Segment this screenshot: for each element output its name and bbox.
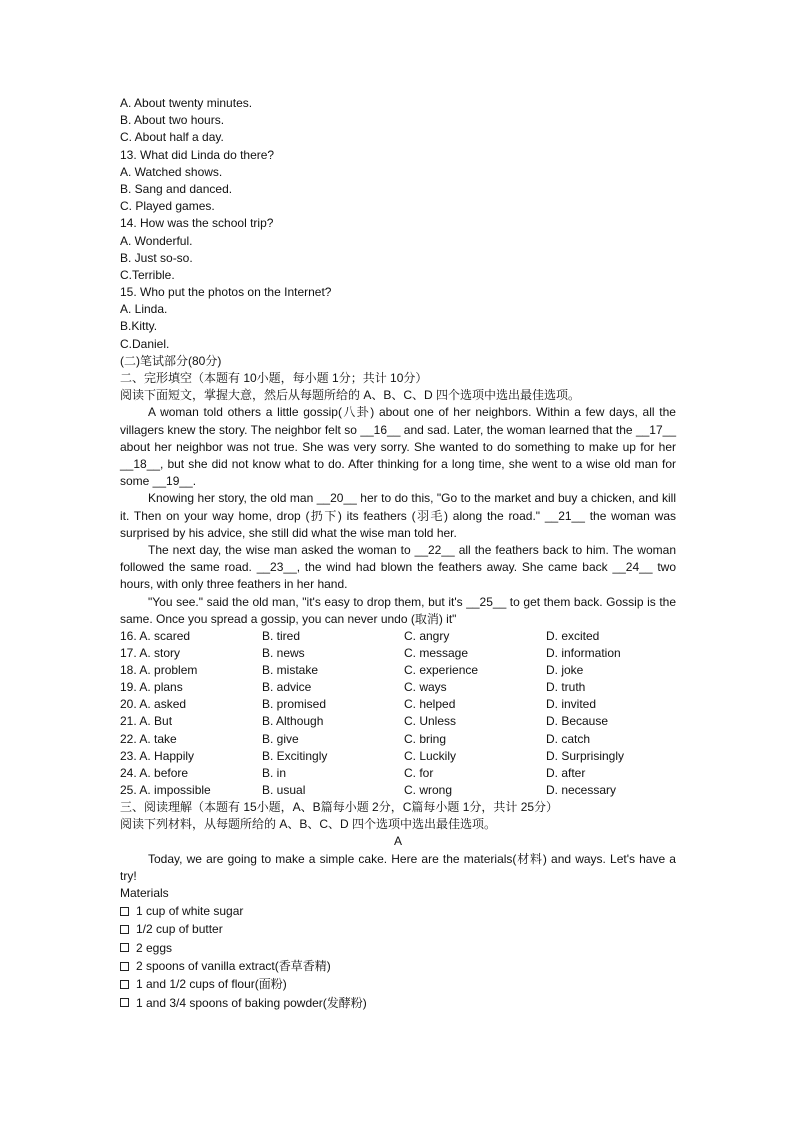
cloze-paragraph: The next day, the wise man asked the woman to __22__ all the feathers back to him. The woman followed the same road. __23__, the wind had blown the feathers away. She came back __24__ two hours, with only three feathers in her hand. [120,543,676,592]
option-c: C. wrong [404,782,453,797]
option-text: A. Wonderful. [120,233,193,248]
cloze-paragraph: A woman told others a little gossip(八卦) about one of her neighbors. Within a few days, all the villagers knew the story. The neighbor felt so __16__ and sad. Later, the woman learned that the __17__ about her neighbor was not true. She was very sorry. She wanted to do something to make up for her __18__, but she did not know what to do. After thinking for a long time, she went to a wise old man for some __19__. [120,405,676,489]
option-text: B. About two hours. [120,113,225,128]
option-c: C. helped [404,697,456,712]
option-a: 17. A. story [120,646,181,661]
cloze-option-row [120,731,676,748]
cloze-option-row [120,748,676,765]
reading-instruction: 阅读下列材料，从每题所给的 A、B、C、D 四个选项中选出最佳选项。 [120,817,497,832]
question-text: 14. How was the school trip? [120,216,274,231]
cloze-option-row [120,782,676,799]
question-text: 15. Who put the photos on the Internet? [120,285,332,300]
option-c: C. Luckily [404,748,457,763]
exam-page [120,95,676,1012]
checkbox-icon [120,998,129,1007]
option-c: C. angry [404,629,450,644]
materials-title: Materials [120,885,169,900]
option-a: 22. A. take [120,731,177,746]
passage-intro: Today, we are going to make a simple cake. Here are the materials(材料) and ways. Let's have a try! [120,851,676,883]
option-d: D. truth [546,680,586,695]
option-b: B. Although [262,714,324,729]
cloze-option-row [120,679,676,696]
cloze-paragraph: "You see." said the old man, "it's easy to drop them, but it's __25__ to get them back. Gossip is the same. Once you spread a gossip, you can never undo (取消) it" [120,594,676,626]
option-c: C. experience [404,663,479,678]
cloze-instruction: 阅读下面短文，掌握大意，然后从每题所给的 A、B、C、D 四个选项中选出最佳选项。 [120,388,581,403]
option-a: 16. A. scared [120,629,191,644]
option-d: D. catch [546,731,591,746]
option-text: B. Sang and danced. [120,181,233,196]
option-d: D. after [546,765,586,780]
material-item [120,939,676,957]
option-text: A. Watched shows. [120,164,223,179]
option-b: B. advice [262,680,312,695]
option-a: 23. A. Happily [120,748,195,763]
option-a: 19. A. plans [120,680,183,695]
option-a: 18. A. problem [120,663,198,678]
material-item [120,975,676,993]
checkbox-icon [120,925,129,934]
material-text: 2 eggs [136,940,173,955]
option-c: C. ways [404,680,447,695]
cloze-option-row [120,765,676,782]
option-b: B. tired [262,629,301,644]
option-a: 25. A. impossible [120,782,211,797]
checkbox-icon [120,907,129,916]
material-item [120,994,676,1012]
option-c: C. bring [404,731,447,746]
material-text: 1 cup of white sugar [136,904,244,919]
material-text: 1 and 3/4 spoons of baking powder(发酵粉) [136,995,367,1010]
checkbox-icon [120,980,129,989]
option-c: C. message [404,646,469,661]
option-text: A. Linda. [120,302,168,317]
cloze-paragraph: Knowing her story, the old man __20__ her to do this, "Go to the market and buy a chicken, and kill it. Then on your way home, drop (扔下) its feathers (羽毛) along the road." __21__ the woman was surprised by his advice, she still did what the wise man told her. [120,491,676,540]
cloze-option-row [120,628,676,645]
option-text: C.Terrible. [120,267,175,282]
cloze-option-row [120,662,676,679]
option-text: B. Just so-so. [120,250,193,265]
option-text: C. Played games. [120,199,215,214]
option-d: D. invited [546,697,597,712]
checkbox-icon [120,962,129,971]
option-a: 24. A. before [120,765,189,780]
cloze-option-row [120,713,676,730]
option-d: D. information [546,646,621,661]
checkbox-icon [120,943,129,952]
option-c: C. for [404,765,434,780]
cloze-option-row [120,645,676,662]
material-text: 1/2 cup of butter [136,922,223,937]
option-b: B. give [262,731,299,746]
written-section-header: (二)笔试部分(80分) [120,353,222,368]
material-item [120,902,676,920]
material-item [120,920,676,938]
option-d: D. excited [546,629,600,644]
option-b: B. news [262,646,305,661]
option-text: A. About twenty minutes. [120,96,253,110]
option-d: D. Surprisingly [546,748,625,763]
material-text: 1 and 1/2 cups of flour(面粉) [136,977,287,992]
option-text: C. About half a day. [120,130,224,145]
option-a: 20. A. asked [120,697,187,712]
option-c: C. Unless [404,714,457,729]
reading-section-title: 三、阅读理解（本题有 15小题，A、B篇每小题 2分，C篇每小题 1分，共计 25分） [120,799,559,814]
option-d: D. joke [546,663,584,678]
passage-label: A [393,834,402,849]
option-text: C.Daniel. [120,336,170,351]
question-text: 13. What did Linda do there? [120,147,275,162]
option-b: B. promised [262,697,327,712]
option-d: D. necessary [546,782,617,797]
option-text: B.Kitty. [120,319,158,334]
option-b: B. usual [262,782,306,797]
cloze-section-title: 二、完形填空（本题有 10小题，每小题 1分；共计 10分） [120,371,428,385]
material-item [120,957,676,975]
option-d: D. Because [546,714,609,729]
option-a: 21. A. But [120,714,173,729]
option-b: B. in [262,765,287,780]
material-text: 2 spoons of vanilla extract(香草香精) [136,959,331,973]
cloze-option-row [120,696,676,713]
option-b: B. mistake [262,663,319,678]
option-b: B. Excitingly [262,748,328,763]
